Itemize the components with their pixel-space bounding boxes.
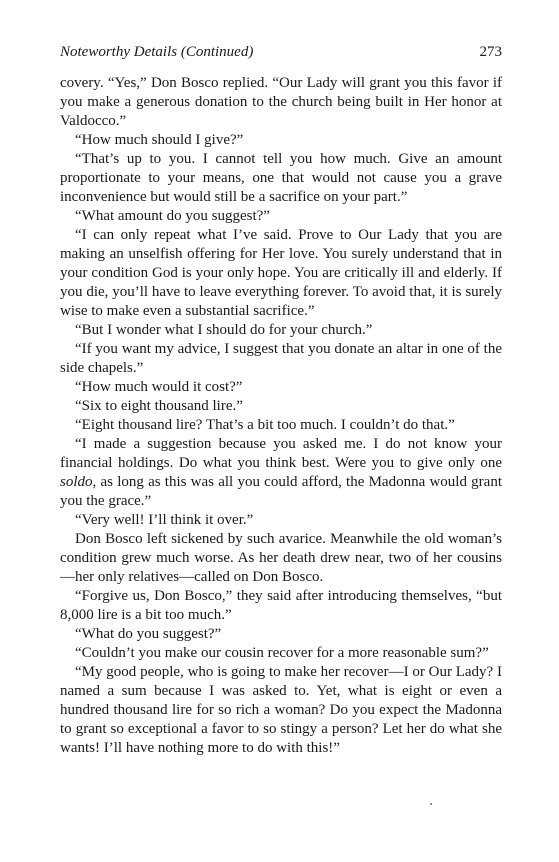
italic-word: soldo [60, 474, 93, 490]
page-number: 273 [479, 44, 502, 60]
paragraph: “What do you suggest?” [75, 626, 222, 642]
paragraph: “My good people, who is going to make her recover—I or Our Lady? I named a sum because I was asked to. Yet, what is eight or even a hundred thousand lire for so rich a woman? Do you expect the Madonna to grant so exceptional a favor to so stingy a person? Let her do what she wants! I’ll have nothing more to do with this!” [60, 664, 502, 756]
paragraph: “Very well! I’ll think it over.” [75, 512, 254, 528]
paragraph: “Couldn’t you make our cousin recover for a more reasonable sum?” [75, 645, 489, 661]
book-page [60, 44, 502, 758]
paragraph: “How much should I give?” [75, 132, 244, 148]
body-text [60, 74, 502, 758]
paragraph: “But I wonder what I should do for your church.” [75, 322, 373, 338]
scan-speck [430, 803, 432, 805]
paragraph: covery. “Yes,” Don Bosco replied. “Our Lady will grant you this favor if you make a generous donation to the church being built in Her honor at Valdocco.” [60, 75, 502, 129]
paragraph-text: , as long as this was all you could afford, the Madonna would grant you the grace.” [60, 474, 502, 509]
running-header [60, 44, 502, 74]
paragraph: Don Bosco left sickened by such avarice. Meanwhile the old woman’s condition grew much worse. As her death drew near, two of her cousins—her only relatives—called on Don Bosco. [60, 531, 502, 585]
paragraph: “Eight thousand lire? That’s a bit too much. I couldn’t do that.” [75, 417, 455, 433]
paragraph-text: “I made a suggestion because you asked me. I do not know your financial holdings. Do what you think best. Were you to give only one [60, 436, 502, 471]
paragraph: “What amount do you suggest?” [75, 208, 270, 224]
paragraph: “I can only repeat what I’ve said. Prove to Our Lady that you are making an unselfish offering for Her love. You surely understand that in your condition God is your only hope. You are critically ill and elderly. If you die, you’ll have to leave everything forever. To avoid that, it is surely wise to make even a substantial sacrifice.” [60, 227, 502, 319]
paragraph [60, 435, 502, 511]
paragraph: “How much would it cost?” [75, 379, 243, 395]
paragraph: “If you want my advice, I suggest that you donate an altar in one of the side chapels.” [60, 341, 502, 376]
paragraph: “That’s up to you. I cannot tell you how much. Give an amount proportionate to your means, one that would not cause you a grave inconvenience but would still be a sacrifice on your part.” [60, 151, 502, 205]
chapter-title: Noteworthy Details (Continued) [60, 44, 254, 60]
paragraph: “Six to eight thousand lire.” [75, 398, 243, 414]
paragraph: “Forgive us, Don Bosco,” they said after introducing themselves, “but 8,000 lire is a bit too much.” [60, 588, 502, 623]
